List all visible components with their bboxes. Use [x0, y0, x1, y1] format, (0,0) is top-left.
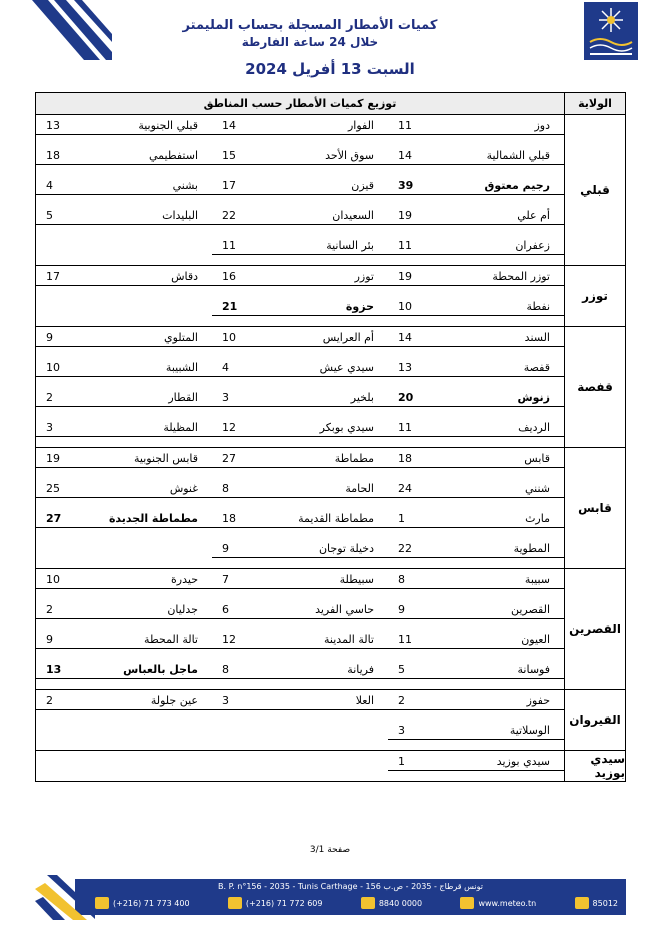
rainfall-value: 2 — [36, 603, 84, 619]
station-name: العيون — [436, 633, 564, 649]
station-name: فوسانة — [436, 663, 564, 679]
station-cell — [36, 599, 212, 629]
rainfall-value: 17 — [36, 270, 84, 286]
station-cell — [388, 659, 564, 689]
station-name: قبلي الجنوبية — [84, 119, 212, 135]
rainfall-value: 2 — [388, 694, 436, 710]
station-cell — [36, 296, 212, 326]
contact-text: 85012 — [592, 898, 618, 908]
station-name: شنني — [436, 482, 564, 498]
rainfall-value: 19 — [388, 270, 436, 286]
page-number: صفحة 3/1 — [309, 845, 351, 855]
station-cell — [36, 357, 212, 387]
station-name: قابس — [436, 452, 564, 468]
station-name: المظيلة — [84, 421, 212, 437]
station-name: سوق الأحد — [260, 149, 388, 165]
station-cell — [212, 508, 388, 538]
table-body — [36, 115, 625, 781]
station-cell — [212, 175, 388, 205]
rainfall-value: 1 — [388, 755, 436, 771]
rainfall-value: 20 — [388, 391, 436, 407]
station-name: أم العرايس — [260, 331, 388, 347]
station-name: تالة المدينة — [260, 633, 388, 649]
station-cell — [212, 145, 388, 175]
station-cell — [212, 417, 388, 447]
governorate-block — [36, 448, 625, 569]
call-icon — [361, 897, 375, 909]
station-cell — [388, 115, 564, 145]
station-name: مطماطة — [260, 452, 388, 468]
station-cell — [212, 629, 388, 659]
contact-item — [95, 897, 190, 909]
title-line-2: خلال 24 ساعة الفارطة — [241, 35, 379, 49]
station-cell — [388, 357, 564, 387]
station-name: غنوش — [84, 482, 212, 498]
station-cell — [212, 357, 388, 387]
station-cell — [212, 659, 388, 689]
station-rows — [36, 569, 564, 689]
station-cell — [388, 387, 564, 417]
rainfall-value: 39 — [388, 179, 436, 195]
station-rows — [36, 327, 564, 447]
station-name: دوز — [436, 119, 564, 135]
table-row — [36, 205, 564, 235]
rainfall-value: 3 — [36, 421, 84, 437]
station-cell — [212, 690, 388, 720]
table-row — [36, 690, 564, 720]
station-name: أم علي — [436, 209, 564, 225]
station-cell — [212, 751, 388, 781]
rainfall-value: 14 — [388, 149, 436, 165]
contact-text: www.meteo.tn — [478, 898, 537, 908]
rainfall-value: 19 — [388, 209, 436, 225]
rainfall-value: 18 — [388, 452, 436, 468]
table-row — [36, 327, 564, 357]
station-name: تالة المحطة — [84, 633, 212, 649]
station-name: فريانة — [260, 663, 388, 679]
rainfall-value: 21 — [212, 300, 260, 316]
station-cell — [36, 417, 212, 447]
station-name: الوسلاتية — [436, 724, 564, 740]
distribution-column-header: توزيع كميات الأمطار حسب المناطق — [203, 97, 397, 110]
station-cell — [388, 690, 564, 720]
governorate-block — [36, 569, 625, 690]
rainfall-value: 15 — [212, 149, 260, 165]
rainfall-value: 2 — [36, 391, 84, 407]
table-row — [36, 145, 564, 175]
rainfall-value: 14 — [388, 331, 436, 347]
station-name: الفوار — [260, 119, 388, 135]
station-cell — [36, 235, 212, 265]
rainfall-value: 27 — [212, 452, 260, 468]
station-cell — [36, 751, 212, 781]
governorate-name: القيروان — [564, 690, 625, 750]
table-row — [36, 357, 564, 387]
table-row — [36, 538, 564, 568]
table-row — [36, 175, 564, 205]
station-rows — [36, 690, 564, 750]
title-line-1: كميات الأمطار المسجلة بحساب المليمتر — [182, 18, 438, 33]
rainfall-value: 13 — [36, 663, 84, 679]
station-name: سيدي بوزيد — [436, 755, 564, 771]
governorate-name: القصرين — [564, 569, 625, 689]
report-title — [160, 18, 460, 50]
station-cell — [388, 145, 564, 175]
rainfall-value: 10 — [212, 331, 260, 347]
station-cell — [36, 175, 212, 205]
station-cell — [388, 327, 564, 357]
station-cell — [212, 235, 388, 265]
station-cell — [212, 266, 388, 296]
report-date: السبت 13 أفريل 2024 — [245, 60, 415, 78]
table-row — [36, 478, 564, 508]
station-name: حيدرة — [84, 573, 212, 589]
table-row — [36, 569, 564, 599]
rainfall-value: 16 — [212, 270, 260, 286]
station-name: القصرين — [436, 603, 564, 619]
table-row — [36, 448, 564, 478]
rainfall-value: 9 — [388, 603, 436, 619]
station-cell — [36, 478, 212, 508]
rainfall-value: 9 — [36, 331, 84, 347]
station-cell — [212, 478, 388, 508]
rainfall-value: 4 — [36, 179, 84, 195]
station-rows — [36, 448, 564, 568]
station-rows — [36, 115, 564, 265]
station-name: عين جلولة — [84, 694, 212, 710]
station-name: سبيبة — [436, 573, 564, 589]
rainfall-value: 12 — [212, 633, 260, 649]
governorate-block — [36, 751, 625, 781]
station-name: القطار — [84, 391, 212, 407]
station-name: نفطة — [436, 300, 564, 316]
station-cell — [212, 720, 388, 750]
station-cell — [388, 720, 564, 750]
contact-item — [575, 897, 618, 909]
station-cell — [212, 448, 388, 478]
governorate-name: قبلي — [564, 115, 625, 265]
rainfall-value: 11 — [212, 239, 260, 255]
rainfall-value: 25 — [36, 482, 84, 498]
station-name: جدليان — [84, 603, 212, 619]
table-row — [36, 417, 564, 447]
station-name: بلخير — [260, 391, 388, 407]
rainfall-value: 11 — [388, 421, 436, 437]
table-header — [36, 93, 625, 115]
table-row — [36, 720, 564, 750]
footer-address: B. P. n°156 - 2035 - Tunis Carthage - تونس قرطاج - 2035 - ص.ب 156 — [218, 882, 483, 891]
station-cell — [388, 478, 564, 508]
station-name: استفطيمي — [84, 149, 212, 165]
station-name: المتلوي — [84, 331, 212, 347]
station-cell — [212, 538, 388, 568]
footer — [35, 875, 626, 920]
station-name: المطوية — [436, 542, 564, 558]
header-stripes-decoration — [22, 0, 112, 60]
rainfall-value: 13 — [388, 361, 436, 377]
rainfall-value: 17 — [212, 179, 260, 195]
station-rows — [36, 751, 564, 781]
station-cell — [388, 417, 564, 447]
station-name: مارث — [436, 512, 564, 528]
station-name: زعفران — [436, 239, 564, 255]
rainfall-value: 24 — [388, 482, 436, 498]
station-cell — [388, 448, 564, 478]
rainfall-value: 14 — [212, 119, 260, 135]
footer-bar — [75, 879, 626, 915]
rainfall-value: 8 — [212, 482, 260, 498]
contact-text: (+216) 71 772 609 — [245, 898, 323, 908]
contact-text: (+216) 71 773 400 — [113, 898, 190, 908]
station-name: الشبيبة — [84, 361, 212, 377]
station-cell — [388, 296, 564, 326]
station-cell — [388, 508, 564, 538]
station-cell — [36, 387, 212, 417]
governorate-name: توزر — [564, 266, 625, 326]
station-name: دخيلة توجان — [260, 542, 388, 558]
station-name: قيزن — [260, 179, 388, 195]
station-name: قابس الجنوبية — [84, 452, 212, 468]
rainfall-value: 5 — [36, 209, 84, 225]
station-name: البليدات — [84, 209, 212, 225]
station-name: قفصة — [436, 361, 564, 377]
rainfall-value: 9 — [212, 542, 260, 558]
station-rows — [36, 266, 564, 326]
station-cell — [36, 538, 212, 568]
station-cell — [212, 327, 388, 357]
station-cell — [36, 448, 212, 478]
footer-stripes-decoration — [35, 875, 95, 920]
sms-icon — [575, 897, 589, 909]
rainfall-value: 1 — [388, 512, 436, 528]
station-cell — [212, 569, 388, 599]
rainfall-value: 10 — [36, 361, 84, 377]
web-icon — [460, 897, 474, 909]
station-name: سيدي عيش — [260, 361, 388, 377]
station-cell — [388, 569, 564, 599]
governorate-name: قفصة — [564, 327, 625, 447]
station-cell — [388, 266, 564, 296]
table-row — [36, 266, 564, 296]
station-cell — [388, 175, 564, 205]
rainfall-value: 4 — [212, 361, 260, 377]
governorate-block — [36, 690, 625, 751]
station-name: الحامة — [260, 482, 388, 498]
station-cell — [388, 205, 564, 235]
station-name: ماجل بالعباس — [84, 663, 212, 679]
rainfall-value: 10 — [388, 300, 436, 316]
rainfall-value: 12 — [212, 421, 260, 437]
table-row — [36, 235, 564, 265]
table-row — [36, 296, 564, 326]
station-cell — [212, 205, 388, 235]
station-cell — [212, 296, 388, 326]
contact-item — [228, 897, 323, 909]
station-name: السند — [436, 331, 564, 347]
station-name: بشني — [84, 179, 212, 195]
rainfall-value: 22 — [388, 542, 436, 558]
rainfall-value: 18 — [36, 149, 84, 165]
station-name: حزوة — [260, 300, 388, 316]
table-row — [36, 659, 564, 689]
station-cell — [388, 629, 564, 659]
phone-icon — [95, 897, 109, 909]
station-name: سيدي بوبكر — [260, 421, 388, 437]
station-cell — [36, 205, 212, 235]
station-cell — [388, 235, 564, 265]
station-name: حاسي الفريد — [260, 603, 388, 619]
station-cell — [36, 266, 212, 296]
institute-logo — [584, 2, 638, 60]
station-cell — [212, 599, 388, 629]
rainfall-value: 19 — [36, 452, 84, 468]
station-cell — [36, 569, 212, 599]
governorate-name: قابس — [564, 448, 625, 568]
rainfall-value: 8 — [388, 573, 436, 589]
station-cell — [36, 115, 212, 145]
station-name: الرديف — [436, 421, 564, 437]
rainfall-value: 3 — [212, 391, 260, 407]
rainfall-table — [35, 92, 626, 782]
rainfall-value: 5 — [388, 663, 436, 679]
station-cell — [36, 690, 212, 720]
rainfall-value: 8 — [212, 663, 260, 679]
rainfall-value: 3 — [212, 694, 260, 710]
station-name: توزر — [260, 270, 388, 286]
rainfall-value: 2 — [36, 694, 84, 710]
governorate-column-header: الولاية — [564, 93, 625, 114]
station-name: رجيم معتوق — [436, 179, 564, 195]
station-name: قبلي الشمالية — [436, 149, 564, 165]
table-row — [36, 599, 564, 629]
station-cell — [36, 629, 212, 659]
rainfall-value: 7 — [212, 573, 260, 589]
contact-text: 8840 0000 — [378, 898, 423, 908]
rainfall-value: 3 — [388, 724, 436, 740]
rainfall-value: 18 — [212, 512, 260, 528]
governorate-name: سيدي بوزيد — [564, 751, 625, 781]
station-cell — [212, 115, 388, 145]
governorate-block — [36, 115, 625, 266]
station-name: مطماطة الجديدة — [84, 512, 212, 528]
footer-contacts — [95, 897, 618, 909]
station-cell — [36, 508, 212, 538]
rainfall-value: 9 — [36, 633, 84, 649]
rainfall-value: 27 — [36, 512, 84, 528]
rainfall-value: 13 — [36, 119, 84, 135]
contact-item — [460, 897, 536, 909]
table-row — [36, 629, 564, 659]
station-cell — [36, 720, 212, 750]
station-cell — [388, 751, 564, 781]
station-name: سبيطلة — [260, 573, 388, 589]
table-row — [36, 115, 564, 145]
station-name: حفوز — [436, 694, 564, 710]
station-name: مطماطة القديمة — [260, 512, 388, 528]
rainfall-value: 22 — [212, 209, 260, 225]
station-name: زنوش — [436, 391, 564, 407]
station-cell — [388, 599, 564, 629]
rainfall-value: 11 — [388, 239, 436, 255]
station-name: السعيدان — [260, 209, 388, 225]
station-name: بئر السانية — [260, 239, 388, 255]
station-cell — [36, 327, 212, 357]
station-name: توزر المحطة — [436, 270, 564, 286]
governorate-block — [36, 327, 625, 448]
rainfall-value: 10 — [36, 573, 84, 589]
rainfall-value: 11 — [388, 119, 436, 135]
contact-item — [361, 897, 422, 909]
station-name: دقاش — [84, 270, 212, 286]
table-row — [36, 387, 564, 417]
fax-icon — [228, 897, 242, 909]
station-cell — [36, 145, 212, 175]
rainfall-value: 11 — [388, 633, 436, 649]
table-row — [36, 508, 564, 538]
table-row — [36, 751, 564, 781]
station-cell — [212, 387, 388, 417]
station-cell — [36, 659, 212, 689]
rainfall-value: 6 — [212, 603, 260, 619]
governorate-block — [36, 266, 625, 327]
station-name: العلا — [260, 694, 388, 710]
station-cell — [388, 538, 564, 568]
